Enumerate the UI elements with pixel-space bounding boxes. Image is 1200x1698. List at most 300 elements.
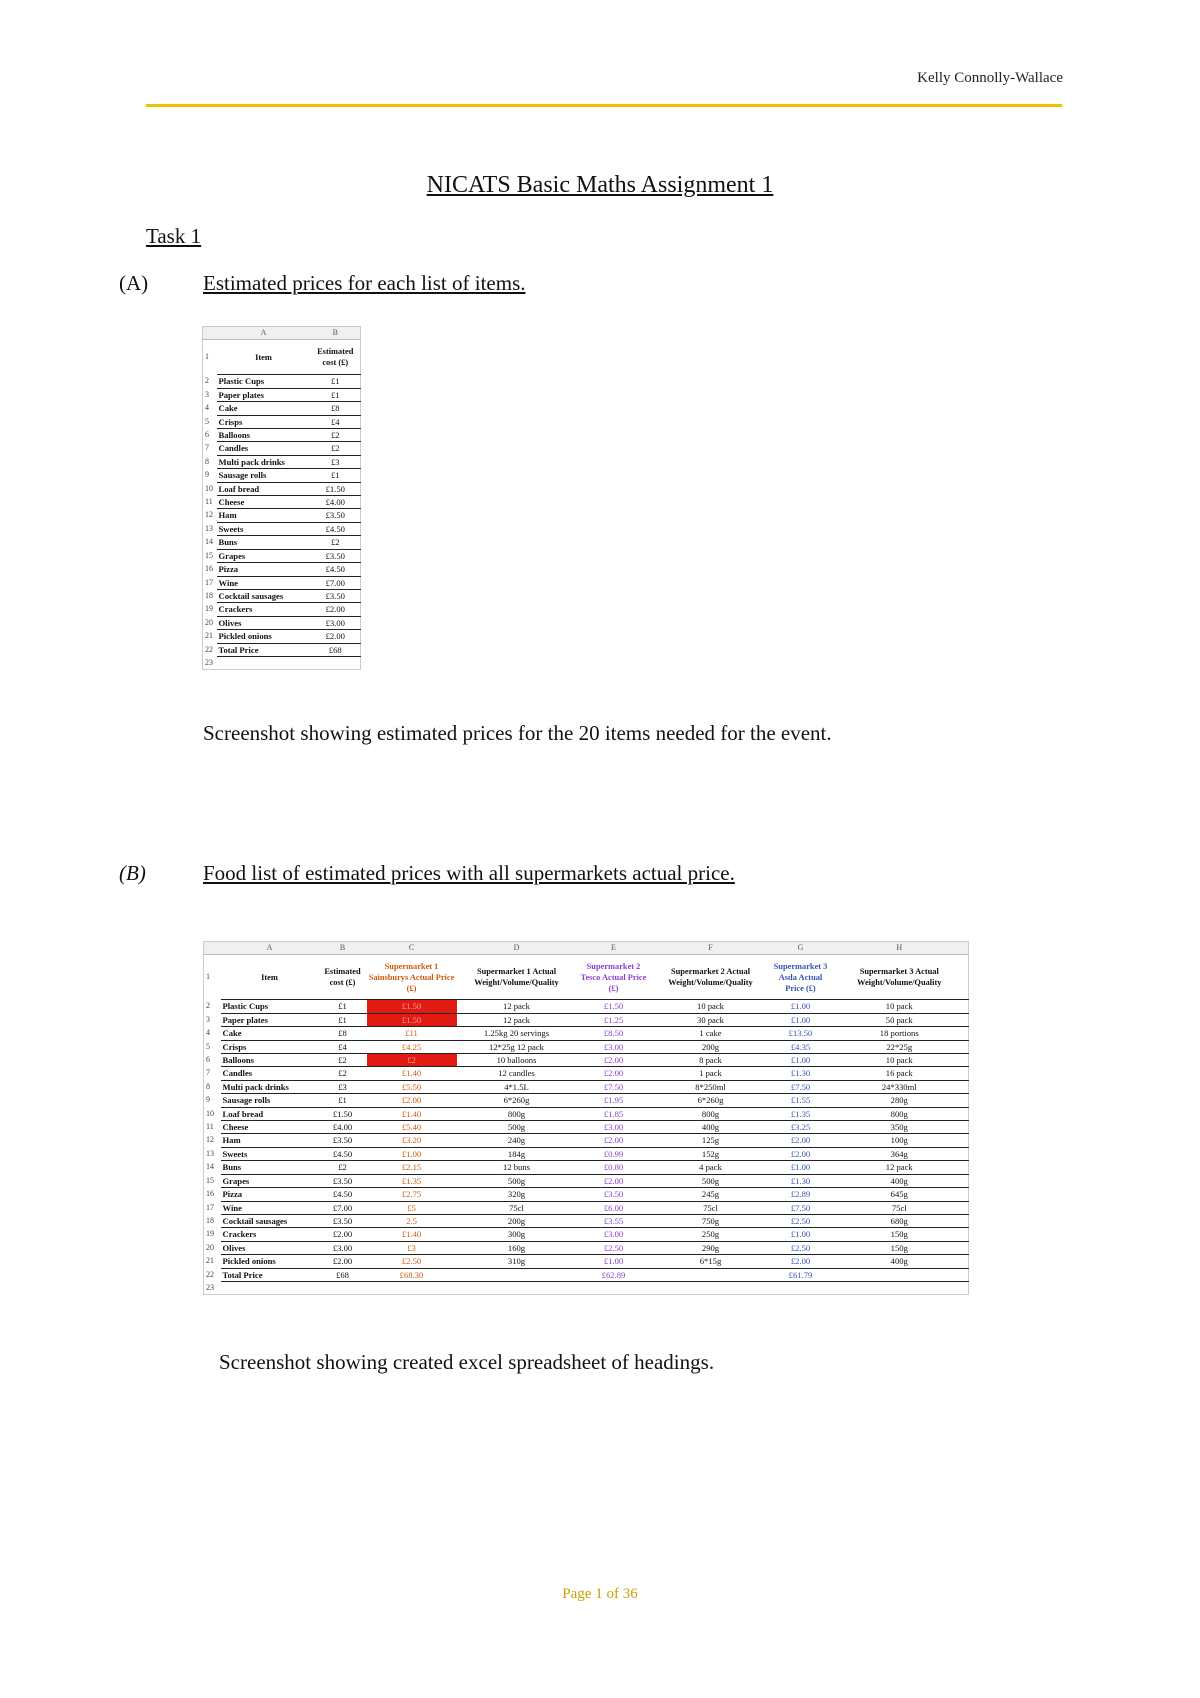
- sainsburys-quantity-cell: 310g: [457, 1255, 577, 1268]
- item-cell: Buns: [217, 536, 311, 549]
- estimated-cost-cell: £1: [311, 375, 361, 388]
- table-row: [203, 455, 361, 468]
- sainsburys-quantity-cell: 320g: [457, 1188, 577, 1201]
- asda-price-cell: £1.00: [771, 1161, 831, 1174]
- tesco-price-cell: £1.00: [577, 1255, 651, 1268]
- estimated-cost-cell: £1: [311, 469, 361, 482]
- table-row: [204, 1241, 969, 1254]
- table-row: [204, 1134, 969, 1147]
- corner-cell: [204, 942, 221, 955]
- estimated-cost-cell: £68: [311, 643, 361, 656]
- asda-price-cell: £2.89: [771, 1188, 831, 1201]
- sainsburys-quantity-cell: 500g: [457, 1121, 577, 1134]
- item-cell: Cheese: [217, 496, 311, 509]
- estimated-cost-cell: £68: [319, 1268, 367, 1281]
- sainsburys-quantity-cell: 500g: [457, 1174, 577, 1187]
- header-cell: Estimated cost (£): [311, 340, 361, 375]
- asda-price-cell: £2.50: [771, 1241, 831, 1254]
- column-letter: A: [217, 327, 311, 340]
- estimated-cost-cell: £2: [311, 429, 361, 442]
- item-cell: Plastic Cups: [221, 1000, 319, 1013]
- asda-price-cell: £2.00: [771, 1134, 831, 1147]
- tesco-quantity-cell: 250g: [651, 1228, 771, 1241]
- tesco-price-cell: £8.50: [577, 1027, 651, 1040]
- item-cell: Balloons: [217, 429, 311, 442]
- sainsburys-price-cell: [367, 1281, 457, 1294]
- item-cell: Total Price: [221, 1268, 319, 1281]
- row-number: 2: [204, 1000, 221, 1013]
- section-b-marker: (B): [119, 861, 146, 885]
- estimated-cost-cell: £4.50: [319, 1147, 367, 1160]
- asda-price-cell: £1.55: [771, 1094, 831, 1107]
- table-row: [203, 429, 361, 442]
- item-cell: Total Price: [217, 643, 311, 656]
- row-number: 22: [203, 643, 217, 656]
- table-row: [204, 1013, 969, 1026]
- header-cell: Supermarket 2 Tesco Actual Price (£): [577, 955, 651, 1000]
- tesco-quantity-cell: 30 pack: [651, 1013, 771, 1026]
- row-number: 4: [203, 402, 217, 415]
- header-row: [203, 340, 361, 375]
- tesco-price-cell: £1.85: [577, 1107, 651, 1120]
- asda-quantity-cell: 350g: [831, 1121, 969, 1134]
- asda-quantity-cell: 400g: [831, 1255, 969, 1268]
- table-row: [203, 630, 361, 643]
- sainsburys-quantity-cell: 800g: [457, 1107, 577, 1120]
- item-cell: Cake: [221, 1027, 319, 1040]
- estimated-cost-cell: [319, 1281, 367, 1294]
- sainsburys-price-cell: £2.50: [367, 1255, 457, 1268]
- asda-quantity-cell: 16 pack: [831, 1067, 969, 1080]
- asda-price-cell: £1.00: [771, 1000, 831, 1013]
- estimated-cost-cell: £4.50: [311, 522, 361, 535]
- sainsburys-quantity-cell: 6*260g: [457, 1094, 577, 1107]
- tesco-quantity-cell: 800g: [651, 1107, 771, 1120]
- tesco-quantity-cell: 125g: [651, 1134, 771, 1147]
- row-number: 23: [203, 656, 217, 669]
- sainsburys-price-cell: £3: [367, 1241, 457, 1254]
- table-row: [204, 1000, 969, 1013]
- row-number: 13: [203, 522, 217, 535]
- estimated-cost-cell: £2: [311, 442, 361, 455]
- tesco-price-cell: £62.89: [577, 1268, 651, 1281]
- row-number: 13: [204, 1147, 221, 1160]
- item-cell: Sweets: [217, 522, 311, 535]
- estimated-cost-cell: £3: [319, 1080, 367, 1093]
- sainsburys-price-cell: £68.30: [367, 1268, 457, 1281]
- row-number: 15: [203, 549, 217, 562]
- header-cell: Supermarket 1 Sainsburys Actual Price (£): [367, 955, 457, 1000]
- row-number: 3: [204, 1013, 221, 1026]
- row-number: 14: [203, 536, 217, 549]
- item-cell: Multi pack drinks: [221, 1080, 319, 1093]
- column-letter-row: [204, 942, 969, 955]
- sainsburys-price-cell: £4.25: [367, 1040, 457, 1053]
- item-cell: Wine: [217, 576, 311, 589]
- row-number: 4: [204, 1027, 221, 1040]
- tesco-price-cell: £3.00: [577, 1040, 651, 1053]
- header-row: [204, 955, 969, 1000]
- item-cell: Balloons: [221, 1054, 319, 1067]
- table-row: [203, 563, 361, 576]
- estimated-cost-cell: £1: [311, 388, 361, 401]
- estimated-cost-cell: £2.00: [311, 603, 361, 616]
- sainsburys-quantity-cell: 12 pack: [457, 1000, 577, 1013]
- tesco-quantity-cell: 200g: [651, 1040, 771, 1053]
- estimated-cost-cell: £3.00: [319, 1241, 367, 1254]
- item-cell: Crackers: [217, 603, 311, 616]
- tesco-quantity-cell: 4 pack: [651, 1161, 771, 1174]
- tesco-price-cell: £7.50: [577, 1080, 651, 1093]
- item-cell: Pizza: [221, 1188, 319, 1201]
- header-author: Kelly Connolly-Wallace: [917, 70, 1063, 86]
- row-number: 10: [204, 1107, 221, 1120]
- item-cell: Plastic Cups: [217, 375, 311, 388]
- spreadsheet-estimated-costs: [202, 326, 361, 670]
- item-cell: [217, 656, 311, 669]
- table-row: [203, 442, 361, 455]
- tesco-price-cell: £2.00: [577, 1067, 651, 1080]
- sainsburys-quantity-cell: 12 candles: [457, 1067, 577, 1080]
- tesco-price-cell: £1.25: [577, 1013, 651, 1026]
- row-number: 9: [203, 469, 217, 482]
- asda-price-cell: £1.00: [771, 1013, 831, 1026]
- row-number: 22: [204, 1268, 221, 1281]
- table-row: [203, 415, 361, 428]
- asda-quantity-cell: 75cl: [831, 1201, 969, 1214]
- tesco-quantity-cell: 1 cake: [651, 1027, 771, 1040]
- estimated-cost-cell: £4.00: [319, 1121, 367, 1134]
- row-number: 11: [203, 496, 217, 509]
- table-row: [204, 1147, 969, 1160]
- estimated-cost-cell: £3.50: [311, 589, 361, 602]
- estimated-cost-cell: £3.50: [311, 509, 361, 522]
- item-cell: Olives: [217, 616, 311, 629]
- table-row: [203, 656, 361, 669]
- estimated-cost-cell: £2: [311, 536, 361, 549]
- asda-quantity-cell: 400g: [831, 1174, 969, 1187]
- sainsburys-quantity-cell: 1.25kg 20 servings: [457, 1027, 577, 1040]
- table-row: [204, 1188, 969, 1201]
- table-row: [204, 1054, 969, 1067]
- column-letter: G: [771, 942, 831, 955]
- spreadsheet-supermarket-comparison: [203, 941, 969, 1295]
- item-cell: Wine: [221, 1201, 319, 1214]
- table-row: [203, 402, 361, 415]
- estimated-cost-cell: £4: [319, 1040, 367, 1053]
- tesco-quantity-cell: 6*15g: [651, 1255, 771, 1268]
- item-cell: Candles: [221, 1067, 319, 1080]
- tesco-quantity-cell: 400g: [651, 1121, 771, 1134]
- document-title: NICATS Basic Maths Assignment 1: [426, 172, 774, 198]
- tesco-quantity-cell: 750g: [651, 1214, 771, 1227]
- table-row: [204, 1255, 969, 1268]
- asda-price-cell: £1.00: [771, 1054, 831, 1067]
- row-number: 16: [203, 563, 217, 576]
- item-cell: Ham: [217, 509, 311, 522]
- table-row: [203, 589, 361, 602]
- row-number: 1: [204, 955, 221, 1000]
- item-cell: Pickled onions: [221, 1255, 319, 1268]
- estimated-cost-cell: £3.50: [319, 1134, 367, 1147]
- item-cell: Grapes: [221, 1174, 319, 1187]
- asda-price-cell: [771, 1281, 831, 1294]
- item-cell: [221, 1281, 319, 1294]
- column-letter: H: [831, 942, 969, 955]
- item-cell: Cocktail sausages: [221, 1214, 319, 1227]
- sainsburys-quantity-cell: 240g: [457, 1134, 577, 1147]
- asda-price-cell: £2.00: [771, 1147, 831, 1160]
- row-number: 20: [204, 1241, 221, 1254]
- task-label: Task 1: [146, 224, 202, 248]
- row-number: 6: [203, 429, 217, 442]
- row-number: 8: [203, 455, 217, 468]
- asda-quantity-cell: 364g: [831, 1147, 969, 1160]
- row-number: 5: [203, 415, 217, 428]
- tesco-price-cell: £3.55: [577, 1214, 651, 1227]
- estimated-cost-cell: £3.50: [319, 1214, 367, 1227]
- asda-price-cell: £7.50: [771, 1201, 831, 1214]
- item-cell: Crackers: [221, 1228, 319, 1241]
- asda-quantity-cell: 100g: [831, 1134, 969, 1147]
- sainsburys-price-cell: £5: [367, 1201, 457, 1214]
- column-letter: F: [651, 942, 771, 955]
- tesco-quantity-cell: 8*250ml: [651, 1080, 771, 1093]
- tesco-price-cell: [577, 1281, 651, 1294]
- table-row: [203, 482, 361, 495]
- estimated-cost-cell: £3: [311, 455, 361, 468]
- table-row: [203, 509, 361, 522]
- tesco-quantity-cell: 1 pack: [651, 1067, 771, 1080]
- item-cell: Pizza: [217, 563, 311, 576]
- column-letter: A: [221, 942, 319, 955]
- sainsburys-quantity-cell: 300g: [457, 1228, 577, 1241]
- table-row: [203, 603, 361, 616]
- sainsburys-price-cell: £1.40: [367, 1067, 457, 1080]
- row-number: 17: [204, 1201, 221, 1214]
- row-number: 11: [204, 1121, 221, 1134]
- row-number: 20: [203, 616, 217, 629]
- asda-quantity-cell: [831, 1281, 969, 1294]
- table-row: [204, 1161, 969, 1174]
- item-cell: Sausage rolls: [221, 1094, 319, 1107]
- table-row: [204, 1214, 969, 1227]
- row-number: 1: [203, 340, 217, 375]
- column-letter: B: [319, 942, 367, 955]
- estimated-cost-cell: £8: [311, 402, 361, 415]
- row-number: 2: [203, 375, 217, 388]
- estimated-cost-cell: £1.50: [319, 1107, 367, 1120]
- tesco-price-cell: £2.00: [577, 1134, 651, 1147]
- item-cell: Paper plates: [221, 1013, 319, 1026]
- sainsburys-quantity-cell: 12 buns: [457, 1161, 577, 1174]
- asda-price-cell: £13.50: [771, 1027, 831, 1040]
- item-cell: Crisps: [217, 415, 311, 428]
- estimated-cost-cell: £1: [319, 1000, 367, 1013]
- asda-quantity-cell: 12 pack: [831, 1161, 969, 1174]
- item-cell: Crisps: [221, 1040, 319, 1053]
- estimated-cost-cell: £2: [319, 1054, 367, 1067]
- item-cell: Loaf bread: [221, 1107, 319, 1120]
- sainsburys-quantity-cell: 75cl: [457, 1201, 577, 1214]
- table-row: [203, 388, 361, 401]
- table-row: [203, 522, 361, 535]
- corner-cell: [203, 327, 217, 340]
- header-cell: Item: [221, 955, 319, 1000]
- asda-price-cell: £61.79: [771, 1268, 831, 1281]
- sainsburys-quantity-cell: 184g: [457, 1147, 577, 1160]
- item-cell: Cake: [217, 402, 311, 415]
- estimated-cost-cell: [311, 656, 361, 669]
- tesco-quantity-cell: 152g: [651, 1147, 771, 1160]
- estimated-cost-cell: £3.50: [319, 1174, 367, 1187]
- estimated-cost-cell: £8: [319, 1027, 367, 1040]
- table-row: [204, 1107, 969, 1120]
- tesco-quantity-cell: 10 pack: [651, 1000, 771, 1013]
- asda-quantity-cell: 800g: [831, 1107, 969, 1120]
- sainsburys-price-cell: 2.5: [367, 1214, 457, 1227]
- item-cell: Grapes: [217, 549, 311, 562]
- asda-quantity-cell: 150g: [831, 1241, 969, 1254]
- asda-price-cell: £7.50: [771, 1080, 831, 1093]
- sainsburys-quantity-cell: 10 balloons: [457, 1054, 577, 1067]
- asda-price-cell: £3.25: [771, 1121, 831, 1134]
- sainsburys-quantity-cell: 12*25g 12 pack: [457, 1040, 577, 1053]
- row-number: 10: [203, 482, 217, 495]
- table-row: [203, 496, 361, 509]
- sainsburys-quantity-cell: 4*1.5L: [457, 1080, 577, 1093]
- section-a-heading: Estimated prices for each list of items.: [203, 271, 526, 295]
- item-cell: Candles: [217, 442, 311, 455]
- estimated-cost-cell: £4.50: [311, 563, 361, 576]
- tesco-price-cell: £0.99: [577, 1147, 651, 1160]
- sainsburys-price-cell: £5.50: [367, 1080, 457, 1093]
- estimated-cost-cell: £4.50: [319, 1188, 367, 1201]
- row-number: 17: [203, 576, 217, 589]
- table-row: [203, 643, 361, 656]
- asda-quantity-cell: [831, 1268, 969, 1281]
- sainsburys-price-cell: £5.40: [367, 1121, 457, 1134]
- table-row: [203, 616, 361, 629]
- table-row: [204, 1080, 969, 1093]
- asda-price-cell: £1.30: [771, 1067, 831, 1080]
- tesco-price-cell: £6.00: [577, 1201, 651, 1214]
- sainsburys-price-cell: £1.00: [367, 1147, 457, 1160]
- table-row: [204, 1201, 969, 1214]
- sainsburys-price-cell: £11: [367, 1027, 457, 1040]
- asda-quantity-cell: 150g: [831, 1228, 969, 1241]
- sainsburys-quantity-cell: 12 pack: [457, 1013, 577, 1026]
- table-row: [204, 1040, 969, 1053]
- table-row: [204, 1174, 969, 1187]
- table-row: [204, 1067, 969, 1080]
- sainsburys-quantity-cell: [457, 1268, 577, 1281]
- table-row: [204, 1027, 969, 1040]
- estimated-cost-cell: £1.50: [311, 482, 361, 495]
- table-row: [204, 1268, 969, 1281]
- estimated-cost-cell: £2.00: [319, 1228, 367, 1241]
- row-number: 19: [203, 603, 217, 616]
- asda-price-cell: £1.35: [771, 1107, 831, 1120]
- sainsburys-price-cell: £1.40: [367, 1228, 457, 1241]
- sainsburys-price-cell: £1.50: [367, 1013, 457, 1026]
- asda-quantity-cell: 10 pack: [831, 1054, 969, 1067]
- estimated-cost-cell: £7.00: [319, 1201, 367, 1214]
- column-letter: E: [577, 942, 651, 955]
- tesco-price-cell: £3.00: [577, 1228, 651, 1241]
- row-number: 14: [204, 1161, 221, 1174]
- row-number: 8: [204, 1080, 221, 1093]
- estimated-cost-cell: £2: [319, 1161, 367, 1174]
- row-number: 21: [204, 1255, 221, 1268]
- asda-quantity-cell: 24*330ml: [831, 1080, 969, 1093]
- item-cell: Paper plates: [217, 388, 311, 401]
- item-cell: Sweets: [221, 1147, 319, 1160]
- asda-quantity-cell: 680g: [831, 1214, 969, 1227]
- asda-quantity-cell: 280g: [831, 1094, 969, 1107]
- tesco-quantity-cell: [651, 1281, 771, 1294]
- row-number: 7: [203, 442, 217, 455]
- table-row: [203, 375, 361, 388]
- item-cell: Ham: [221, 1134, 319, 1147]
- table-row: [203, 549, 361, 562]
- column-letter-row: [203, 327, 361, 340]
- column-letter: B: [311, 327, 361, 340]
- tesco-quantity-cell: 500g: [651, 1174, 771, 1187]
- sainsburys-price-cell: £1.50: [367, 1000, 457, 1013]
- table-row: [203, 536, 361, 549]
- asda-price-cell: £4.35: [771, 1040, 831, 1053]
- estimated-cost-cell: £2.00: [311, 630, 361, 643]
- row-number: 16: [204, 1188, 221, 1201]
- column-letter: D: [457, 942, 577, 955]
- item-cell: Sausage rolls: [217, 469, 311, 482]
- table-row: [204, 1281, 969, 1294]
- section-b-caption: Screenshot showing created excel spreadsheet of headings.: [219, 1350, 715, 1374]
- row-number: 3: [203, 388, 217, 401]
- section-a-marker: (A): [119, 271, 149, 295]
- asda-price-cell: £2.50: [771, 1214, 831, 1227]
- row-number: 12: [203, 509, 217, 522]
- item-cell: Cocktail sausages: [217, 589, 311, 602]
- table-row: [204, 1121, 969, 1134]
- tesco-price-cell: £2.00: [577, 1174, 651, 1187]
- tesco-quantity-cell: 245g: [651, 1188, 771, 1201]
- item-cell: Multi pack drinks: [217, 455, 311, 468]
- sainsburys-price-cell: £1.40: [367, 1107, 457, 1120]
- asda-quantity-cell: 645g: [831, 1188, 969, 1201]
- tesco-quantity-cell: 290g: [651, 1241, 771, 1254]
- tesco-price-cell: £2.50: [577, 1241, 651, 1254]
- estimated-cost-cell: £2.00: [319, 1255, 367, 1268]
- table-row: [204, 1228, 969, 1241]
- sainsburys-price-cell: £1.35: [367, 1174, 457, 1187]
- header-rule: [146, 104, 1062, 107]
- estimated-cost-cell: £1: [319, 1013, 367, 1026]
- row-number: 7: [204, 1067, 221, 1080]
- row-number: 21: [203, 630, 217, 643]
- asda-price-cell: £1.30: [771, 1174, 831, 1187]
- estimated-cost-cell: £3.50: [311, 549, 361, 562]
- item-cell: Cheese: [221, 1121, 319, 1134]
- row-number: 15: [204, 1174, 221, 1187]
- tesco-price-cell: £3.50: [577, 1188, 651, 1201]
- table-row: [203, 469, 361, 482]
- page-number: Page 1 of 36: [562, 1586, 638, 1602]
- sainsburys-price-cell: £2.15: [367, 1161, 457, 1174]
- tesco-price-cell: £1.95: [577, 1094, 651, 1107]
- estimated-cost-cell: £7.00: [311, 576, 361, 589]
